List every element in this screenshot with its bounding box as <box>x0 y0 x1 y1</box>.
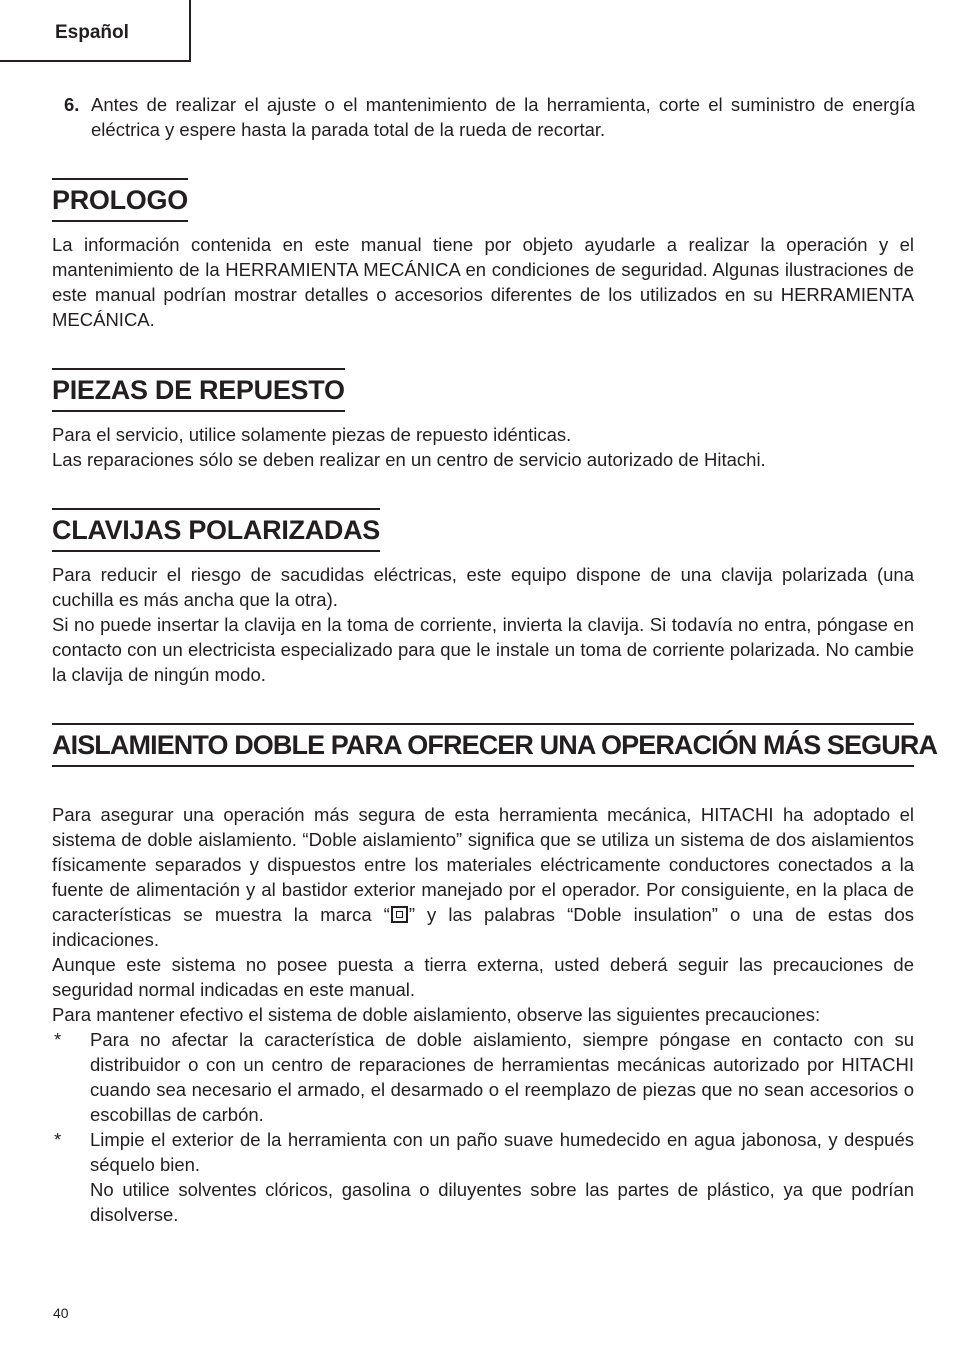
language-label: Español <box>55 22 129 43</box>
bullet-text-continuation: No utilice solventes clóricos, gasolina o diluyentes sobre las partes de plástico, ya que podrían disolverse. <box>90 1179 914 1225</box>
repuesto-line-2: Las reparaciones sólo se deben realizar en un centro de servicio autorizado de Hitachi. <box>52 449 766 470</box>
bullet-symbol: * <box>54 1129 62 1150</box>
numbered-item-6 <box>64 92 915 142</box>
prologo-text: La información contenida en este manual tiene por objeto ayudarle a realizar la operación y el mantenimiento de la HERRAMIENTA MECÁNICA en condiciones de seguridad. Algunas ilustraciones de este manual podrían mostrar detalles o accesorios diferentes de los utilizados en su HERRAMIENTA MECÁNICA. <box>52 234 914 330</box>
heading-aislamiento-doble: AISLAMIENTO DOBLE PARA OFRECER UNA OPERACIÓN MÁS SEGURA <box>52 723 914 767</box>
double-insulation-square-icon <box>391 906 408 923</box>
section-clavijas-polarizadas <box>52 562 914 687</box>
aislamiento-paragraph-1 <box>52 802 914 952</box>
language-tab <box>0 0 191 62</box>
section-aislamiento-doble <box>52 802 914 1227</box>
section-prologo <box>52 232 914 332</box>
item-text: Antes de realizar el ajuste o el mantenimiento de la herramienta, corte el suministro de energía eléctrica y espere hasta la parada total de la rueda de recortar. <box>91 94 915 140</box>
heading-prologo: PROLOGO <box>52 178 188 222</box>
heading-piezas-de-repuesto: PIEZAS DE REPUESTO <box>52 368 345 412</box>
section-piezas-de-repuesto <box>52 422 914 472</box>
list-item <box>52 1027 914 1127</box>
clavijas-paragraph-1: Para reducir el riesgo de sacudidas eléctricas, este equipo dispone de una clavija polarizada (una cuchilla es más ancha que la otra). <box>52 564 914 610</box>
repuesto-line-1: Para el servicio, utilice solamente piezas de repuesto idénticas. <box>52 424 572 445</box>
clavijas-paragraph-2: Si no puede insertar la clavija en la toma de corriente, invierta la clavija. Si todavía no entra, póngase en contacto con un electricista especializado para que le instale un toma de corriente polarizada. No cambie la clavija de ningún modo. <box>52 614 914 685</box>
aislamiento-p1-after: ” y las palabras “Doble insulation” o una de estas dos indicaciones. <box>52 904 914 950</box>
item-number: 6. <box>64 94 80 115</box>
heading-clavijas-polarizadas: CLAVIJAS POLARIZADAS <box>52 508 380 552</box>
bullet-text: Para no afectar la característica de doble aislamiento, siempre póngase en contacto con su distribuidor o con un centro de reparaciones de herramientas mecánicas autorizado por HITACHI cuando sea necesario el armado, el desarmado o el reemplazo de piezas que no sean accesorios o escobillas de carbón. <box>90 1029 914 1125</box>
bullet-symbol: * <box>54 1029 62 1050</box>
list-item <box>52 1127 914 1227</box>
aislamiento-paragraph-2: Aunque este sistema no posee puesta a tierra externa, usted deberá seguir las precauciones de seguridad normal indicadas en este manual. <box>52 954 914 1000</box>
aislamiento-paragraph-3: Para mantener efectivo el sistema de doble aislamiento, observe las siguientes precauciones: <box>52 1004 821 1025</box>
bullet-text: Limpie el exterior de la herramienta con un paño suave humedecido en agua jabonosa, y después séquelo bien. <box>90 1129 914 1175</box>
page-number: 40 <box>53 1305 69 1321</box>
aislamiento-p1-before: Para asegurar una operación más segura de esta herramienta mecánica, HITACHI ha adoptado el sistema de doble aislamiento. “Doble aislamiento” significa que se utiliza un sistema de dos aislamientos físicamente separados y dispuestos entre los materiales eléctricamente conductores conectados a la fuente de alimentación y al bastidor exterior manejado por el operador. Por consiguiente, en la placa de características se muestra la marca “ <box>52 804 914 925</box>
